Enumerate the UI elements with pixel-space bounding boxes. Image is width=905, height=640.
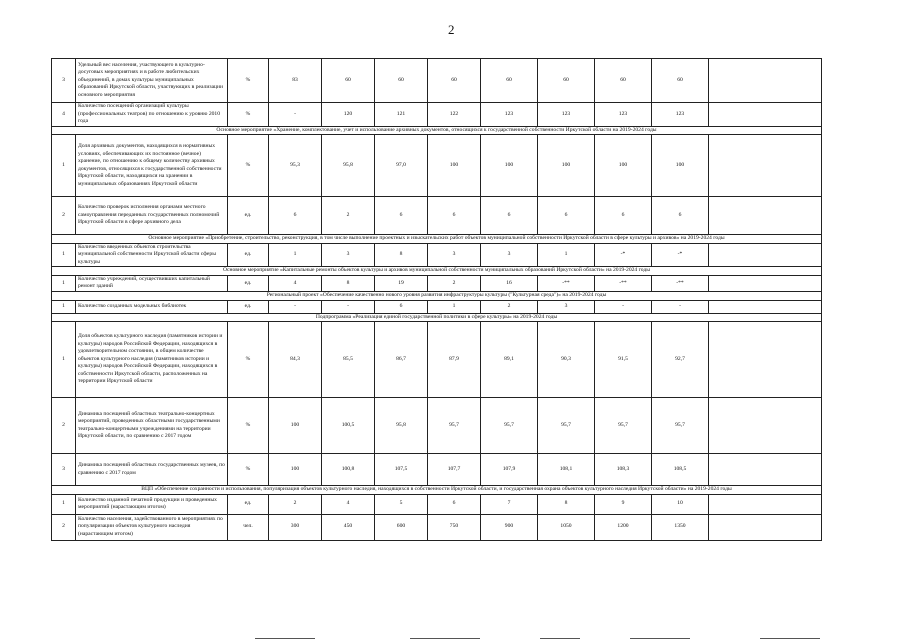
- value-cell: 95,7: [652, 398, 709, 454]
- row-number-cell: 2: [52, 514, 76, 540]
- value-cell: 6: [375, 197, 428, 235]
- row-number-cell: 1: [52, 243, 76, 267]
- table-row: [52, 398, 822, 454]
- unit-cell: %: [228, 322, 269, 398]
- empty-cell: [709, 454, 822, 486]
- unit-cell: %: [228, 135, 269, 197]
- section-title: Основное мероприятие «Хранение, комплектование, учет и использование архивных документов, относящихся к государственной собственности Иркутской области на 2019-2024 годы: [52, 126, 822, 135]
- indicator-name-cell: Количество созданных модельных библиотек: [76, 300, 228, 313]
- row-number-cell: 3: [52, 454, 76, 486]
- section-header-row: [52, 235, 822, 244]
- value-cell: -*: [652, 243, 709, 267]
- value-cell: -: [595, 300, 652, 313]
- empty-cell: [709, 243, 822, 267]
- value-cell: 3: [322, 243, 375, 267]
- value-cell: 85,5: [322, 322, 375, 398]
- unit-cell: ед.: [228, 197, 269, 235]
- value-cell: 6: [652, 197, 709, 235]
- value-cell: 84,3: [269, 322, 322, 398]
- value-cell: 60: [652, 59, 709, 103]
- empty-cell: [709, 103, 822, 127]
- section-title: Основное мероприятие «Приобретение, строительство, реконструкция, в том числе выполнение проектных и изыскательских работ объектов муниципальной собственности Иркутской области в сфере культуры и архивов» на 2019-2024 годы: [52, 235, 822, 244]
- unit-cell: %: [228, 454, 269, 486]
- value-cell: 60: [595, 59, 652, 103]
- value-cell: 100,8: [322, 454, 375, 486]
- indicator-name-cell: Динамика посещений областных государственных музеев, по сравнению с 2017 годом: [76, 454, 228, 486]
- value-cell: 1200: [595, 514, 652, 540]
- unit-cell: чел.: [228, 514, 269, 540]
- section-header-row: [52, 292, 822, 301]
- table-row: [52, 514, 822, 540]
- value-cell: 123: [538, 103, 595, 127]
- indicator-name-cell: Доля объектов культурного наследия (памятников истории и культуры) народов Российской Федерации, находящихся в удовлетворительном состоянии, в общем количестве объектов культурного наследия (памятников истории и культуры) народов Российской Федерации, находящихся в собственности Иркутской области, расположенных на территории Иркутской области: [76, 322, 228, 398]
- row-number-cell: 1: [52, 275, 76, 291]
- value-cell: 120: [322, 103, 375, 127]
- value-cell: 100: [269, 454, 322, 486]
- section-header-row: [52, 267, 822, 276]
- value-cell: 108,1: [538, 454, 595, 486]
- value-cell: 100,5: [322, 398, 375, 454]
- value-cell: -: [652, 300, 709, 313]
- value-cell: 3: [481, 243, 538, 267]
- value-cell: 2: [428, 275, 481, 291]
- value-cell: 100: [595, 135, 652, 197]
- empty-cell: [709, 275, 822, 291]
- value-cell: 9: [595, 494, 652, 514]
- indicator-name-cell: Динамика посещений областных театрально-концертных мероприятий, проведенных областными государственными театрально-концертными учреждениями на территории Иркутской области, по сравнению с 2017 годом: [76, 398, 228, 454]
- value-cell: 600: [375, 514, 428, 540]
- section-title: ВЦП «Обеспечение сохранности и использования, популяризация объектов культурного наследия, находящихся в собственности Иркутской области, и государственная охрана объектов культурного наследия Иркутской области» на 2019-2024 годы: [52, 486, 822, 495]
- value-cell: 95,3: [269, 135, 322, 197]
- table-row: [52, 454, 822, 486]
- value-cell: -: [322, 300, 375, 313]
- empty-cell: [709, 514, 822, 540]
- unit-cell: ед.: [228, 494, 269, 514]
- value-cell: -**: [538, 275, 595, 291]
- value-cell: 3: [428, 243, 481, 267]
- indicator-name-cell: Количество учреждений, осуществивших капитальный ремонт зданий: [76, 275, 228, 291]
- table-row: [52, 135, 822, 197]
- value-cell: 107,5: [375, 454, 428, 486]
- value-cell: 6: [538, 197, 595, 235]
- row-number-cell: 1: [52, 135, 76, 197]
- indicator-name-cell: Удельный вес населения, участвующего в культурно-досуговых мероприятиях и в работе любительских объединений, в домах культуры муниципальных образований Иркутской области, участвующих в реализации основного мероприятия: [76, 59, 228, 103]
- value-cell: 2: [322, 197, 375, 235]
- value-cell: 92,7: [652, 322, 709, 398]
- section-header-row: [52, 126, 822, 135]
- value-cell: 95,8: [322, 135, 375, 197]
- value-cell: 6: [269, 197, 322, 235]
- indicator-name-cell: Количество проверок исполнения органами местного самоуправления переданных государственных полномочий Иркутской области в сфере архивного дела: [76, 197, 228, 235]
- value-cell: 60: [538, 59, 595, 103]
- value-cell: 123: [595, 103, 652, 127]
- value-cell: 1: [428, 300, 481, 313]
- value-cell: 60: [481, 59, 538, 103]
- value-cell: 60: [322, 59, 375, 103]
- unit-cell: %: [228, 103, 269, 127]
- value-cell: 121: [375, 103, 428, 127]
- table-row: [52, 197, 822, 235]
- value-cell: 95,7: [538, 398, 595, 454]
- unit-cell: %: [228, 59, 269, 103]
- unit-cell: ед.: [228, 275, 269, 291]
- value-cell: 19: [375, 275, 428, 291]
- value-cell: 6: [481, 197, 538, 235]
- value-cell: -*: [595, 243, 652, 267]
- value-cell: 2: [269, 494, 322, 514]
- unit-cell: %: [228, 398, 269, 454]
- page-number: 2: [448, 22, 455, 37]
- value-cell: 60: [428, 59, 481, 103]
- empty-cell: [709, 300, 822, 313]
- value-cell: 6: [428, 494, 481, 514]
- value-cell: 6: [428, 197, 481, 235]
- value-cell: 122: [428, 103, 481, 127]
- indicators-table: [51, 58, 822, 541]
- indicator-name-cell: Количество введенных объектов строительства муниципальной собственности Иркутской области сферы культуры: [76, 243, 228, 267]
- table-row: [52, 300, 822, 313]
- section-header-row: [52, 313, 822, 322]
- value-cell: 100: [481, 135, 538, 197]
- value-cell: 91,5: [595, 322, 652, 398]
- value-cell: 7: [481, 494, 538, 514]
- indicator-name-cell: Количество населения, задействованного в мероприятиях по популяризации объектов культурного наследия (нарастающим итогом): [76, 514, 228, 540]
- indicator-name-cell: Доля архивных документов, находящихся в нормативных условиях, обеспечивающих их постоянное (вечное) хранение, по отношению к общему количеству архивных документов, относящихся к государственной собственности Иркутской области, находящихся на хранении в муниципальных образованиях Иркутской области: [76, 135, 228, 197]
- value-cell: 8: [538, 494, 595, 514]
- value-cell: 123: [652, 103, 709, 127]
- table-row: [52, 243, 822, 267]
- value-cell: 8: [322, 275, 375, 291]
- table-row: [52, 322, 822, 398]
- table-row: [52, 59, 822, 103]
- unit-cell: ед.: [228, 300, 269, 313]
- value-cell: 107,9: [481, 454, 538, 486]
- row-number-cell: 4: [52, 103, 76, 127]
- section-header-row: [52, 486, 822, 495]
- empty-cell: [709, 197, 822, 235]
- value-cell: 750: [428, 514, 481, 540]
- value-cell: 108,3: [595, 454, 652, 486]
- empty-cell: [709, 135, 822, 197]
- value-cell: 1: [538, 243, 595, 267]
- table-row: [52, 275, 822, 291]
- value-cell: -: [269, 103, 322, 127]
- value-cell: 100: [428, 135, 481, 197]
- section-title: Подпрограмма «Реализация единой государственной политики в сфере культуры» на 2019-2024 годы: [52, 313, 822, 322]
- value-cell: 450: [322, 514, 375, 540]
- empty-cell: [709, 398, 822, 454]
- value-cell: 90,3: [538, 322, 595, 398]
- value-cell: 1350: [652, 514, 709, 540]
- value-cell: 95,7: [428, 398, 481, 454]
- value-cell: 60: [375, 59, 428, 103]
- value-cell: 16: [481, 275, 538, 291]
- section-title: Региональный проект «Обеспечение качественно нового уровня развития инфраструктуры культуры ("Культурная среда")» на 2019-2024 годы: [52, 292, 822, 301]
- value-cell: 1050: [538, 514, 595, 540]
- value-cell: 95,7: [595, 398, 652, 454]
- value-cell: 95,8: [375, 398, 428, 454]
- value-cell: -**: [595, 275, 652, 291]
- value-cell: 108,5: [652, 454, 709, 486]
- table-row: [52, 494, 822, 514]
- value-cell: -**: [652, 275, 709, 291]
- value-cell: 2: [481, 300, 538, 313]
- value-cell: 4: [322, 494, 375, 514]
- row-number-cell: 3: [52, 59, 76, 103]
- value-cell: 3: [538, 300, 595, 313]
- row-number-cell: 2: [52, 197, 76, 235]
- value-cell: 900: [481, 514, 538, 540]
- value-cell: 87,9: [428, 322, 481, 398]
- value-cell: 97,0: [375, 135, 428, 197]
- value-cell: 6: [595, 197, 652, 235]
- value-cell: 1: [269, 243, 322, 267]
- value-cell: 100: [652, 135, 709, 197]
- value-cell: -: [269, 300, 322, 313]
- value-cell: 10: [652, 494, 709, 514]
- value-cell: 86,7: [375, 322, 428, 398]
- value-cell: 107,7: [428, 454, 481, 486]
- value-cell: 89,1: [481, 322, 538, 398]
- value-cell: 123: [481, 103, 538, 127]
- value-cell: 83: [269, 59, 322, 103]
- value-cell: 95,7: [481, 398, 538, 454]
- value-cell: 100: [538, 135, 595, 197]
- row-number-cell: 1: [52, 300, 76, 313]
- value-cell: 8: [375, 243, 428, 267]
- indicator-name-cell: Количество изданной печатной продукции и проведенных мероприятий (нарастающим итогом): [76, 494, 228, 514]
- indicator-name-cell: Количество посещений организаций культуры (профессиональных театров) по отношению к уровню 2010 года: [76, 103, 228, 127]
- section-title: Основное мероприятие «Капитальные ремонты объектов культуры и архивов муниципальной собственности муниципальных образований Иркутской области» на 2019-2024 годы: [52, 267, 822, 276]
- value-cell: 4: [269, 275, 322, 291]
- empty-cell: [709, 322, 822, 398]
- row-number-cell: 1: [52, 322, 76, 398]
- row-number-cell: 1: [52, 494, 76, 514]
- empty-cell: [709, 59, 822, 103]
- row-number-cell: 2: [52, 398, 76, 454]
- empty-cell: [709, 494, 822, 514]
- value-cell: 6: [375, 300, 428, 313]
- unit-cell: ед.: [228, 243, 269, 267]
- value-cell: 100: [269, 398, 322, 454]
- value-cell: 300: [269, 514, 322, 540]
- value-cell: 5: [375, 494, 428, 514]
- table-row: [52, 103, 822, 127]
